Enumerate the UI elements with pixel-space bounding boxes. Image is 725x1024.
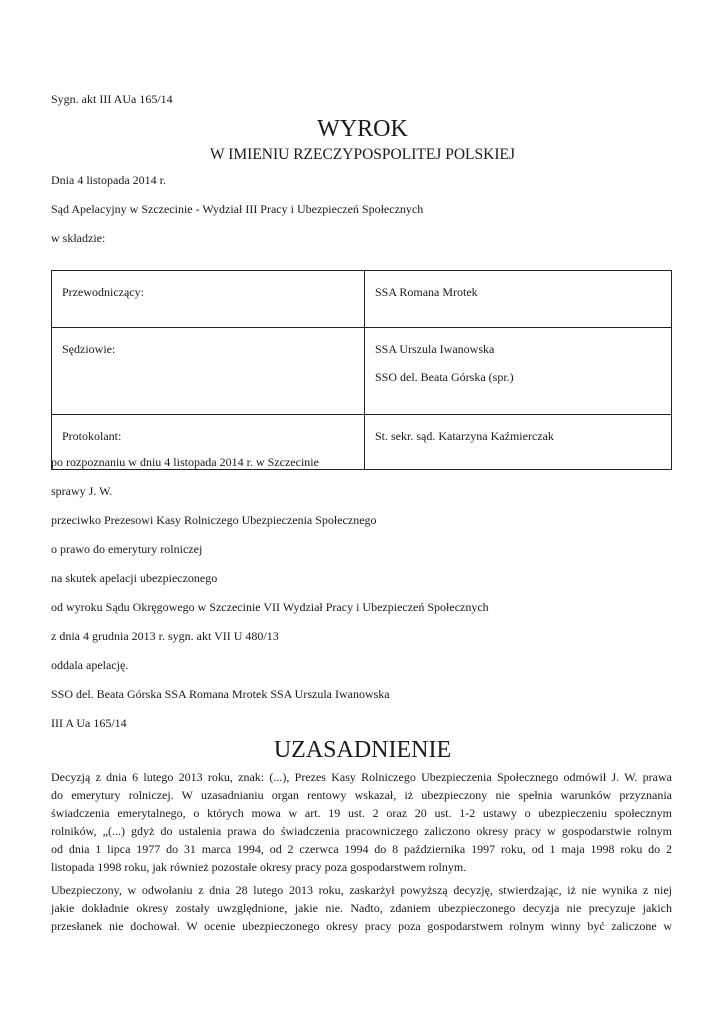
paragraph-line: do emerytury rolniczej. W uzasadnianiu organ rentowy wskazał, iż ubezpieczony nie spełnia warunków przyznania [51, 788, 672, 802]
ruling-line: od wyroku Sądu Okręgowego w Szczecinie VII Wydział Pracy i Ubezpieczeń Społecznych [51, 600, 489, 614]
court-composition-table [51, 270, 672, 470]
paragraph-line: rolników, „(...) gdyż do ustalenia prawa do świadczenia pracowniczego zaliczono okresy pracy w gospodarstwie rolnym [51, 824, 672, 838]
justification-title: UZASADNIENIE [273, 737, 452, 763]
paragraph-line: Decyzją z dnia 6 lutego 2013 roku, znak: (...), Prezes Kasy Rolniczego Ubezpieczenia Społecznego odmówił J. W. prawa [51, 770, 672, 784]
judge-name: SSO del. Beata Górska (spr.) [375, 370, 514, 384]
ruling-line: przeciwko Prezesowi Kasy Rolniczego Ubezpieczenia Społecznego [51, 513, 377, 527]
case-reference-secondary: III A Ua 165/14 [51, 716, 127, 730]
case-reference: Sygn. akt III AUa 165/14 [51, 92, 173, 106]
ruling-line: na skutek apelacji ubezpieczonego [51, 571, 218, 585]
paragraph-line: od dnia 1 lipca 1977 do 31 marca 1994, od 2 czerwca 1994 do 8 października 1997 roku, od 1 maja 1998 roku do 2 [51, 842, 672, 856]
document-subtitle: W IMIENIU RZECZYPOSPOLITEJ POLSKIEJ [210, 146, 515, 163]
clerk-label: Protokolant: [52, 415, 365, 470]
clerk-name: St. sekr. sąd. Katarzyna Kaźmierczak [365, 415, 672, 470]
ruling-decision: oddala apelację. [51, 658, 129, 672]
justification-paragraph-1 [51, 768, 672, 876]
ruling-date: Dnia 4 listopada 2014 r. [51, 173, 166, 187]
document-title: WYROK [317, 116, 408, 142]
paragraph-line: świadczenia emerytalnego, o których mowa w art. 19 ust. 2 oraz 20 ust. 1-2 ustawy o ubezpieczeniu społecznym [51, 806, 672, 820]
ruling-line: po rozpoznaniu w dniu 4 listopada 2014 r. w Szczecinie [51, 455, 319, 469]
paragraph-line: przesłanek nie dochował. W ocenie ubezpieczonego okresy pracy poza gospodarstwem rolnym winny być zaliczone w [51, 919, 672, 933]
paragraph-line: jakie dokładnie okresy zostały uwzględnione, jakie nie. Nadto, zdaniem ubezpieczonego decyzja nie precyzuje jakich [51, 901, 672, 915]
judges-label: Sędziowie: [52, 328, 365, 415]
ruling-line: sprawy J. W. [51, 484, 113, 498]
composition-label: w składzie: [51, 231, 106, 245]
ruling-line: o prawo do emerytury rolniczej [51, 542, 203, 556]
judge-name: SSA Urszula Iwanowska [375, 342, 495, 356]
judges-cell [365, 328, 672, 415]
table-row [52, 271, 672, 328]
table-row [52, 328, 672, 415]
judges-signatures: SSO del. Beata Górska SSA Romana Mrotek SSA Urszula Iwanowska [51, 687, 390, 701]
chair-label: Przewodniczący: [52, 271, 365, 328]
paragraph-line: listopada 1998 roku, jak również pozostałe okresy pracy poza gospodarstwem rolnym. [51, 860, 467, 874]
paragraph-line: Ubezpieczony, w odwołaniu z dnia 28 lutego 2013 roku, zaskarżył powyższą decyzję, stwierdzając, iż nie wynika z niej [51, 883, 672, 897]
justification-paragraph-2 [51, 881, 672, 935]
court-name: Sąd Apelacyjny w Szczecinie - Wydział III Pracy i Ubezpieczeń Społecznych [51, 202, 424, 216]
ruling-line: z dnia 4 grudnia 2013 r. sygn. akt VII U 480/13 [51, 629, 279, 643]
chair-name: SSA Romana Mrotek [365, 271, 672, 328]
